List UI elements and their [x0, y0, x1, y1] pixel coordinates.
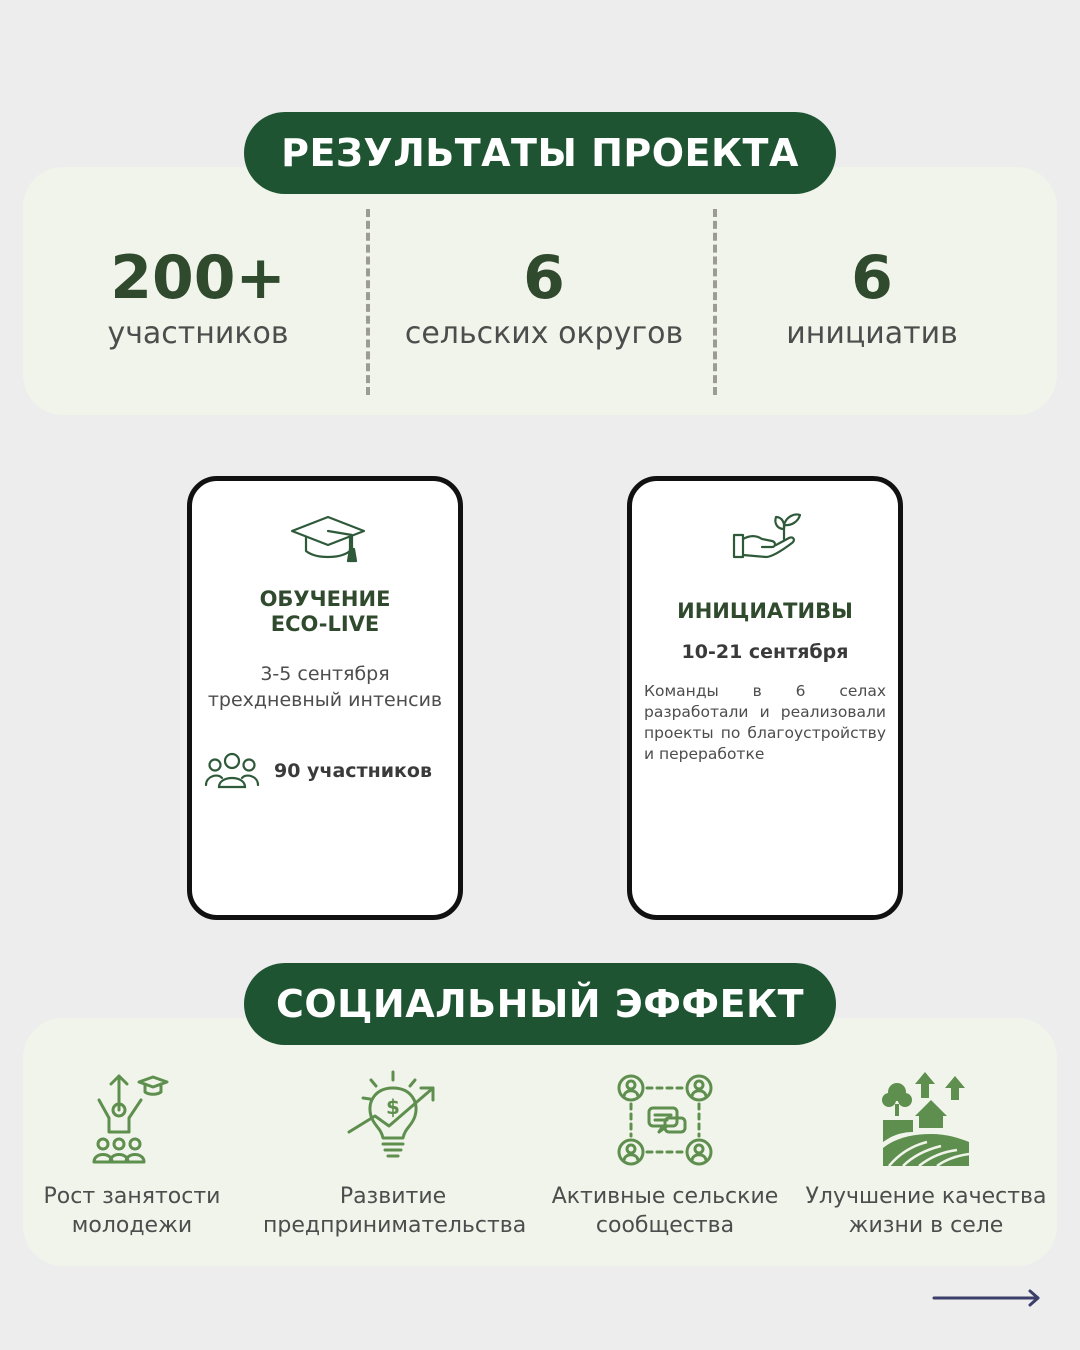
training-title-line: ОБУЧЕНИЕ: [259, 587, 391, 611]
effect-label: [535, 1182, 795, 1240]
training-participants: [204, 751, 432, 791]
effect-label-line: предпринимательства: [263, 1213, 527, 1238]
results-heading: РЕЗУЛЬТАТЫ ПРОЕКТА: [244, 112, 836, 194]
initiatives-card: [627, 476, 903, 920]
stat-initiatives: [762, 238, 982, 352]
effect-label-line: жизни в селе: [848, 1213, 1004, 1238]
stat-divider: [366, 209, 370, 395]
effect-label-line: сообщества: [595, 1213, 735, 1238]
effect-label-line: Рост занятости: [43, 1184, 221, 1209]
effect-label-line: Активные сельские: [551, 1184, 779, 1209]
participants-count: 90 участников: [274, 760, 432, 782]
effect-label-line: молодежи: [71, 1213, 193, 1238]
stat-participants: [88, 238, 308, 352]
training-info: [192, 661, 458, 713]
effect-active-communities: [535, 1070, 795, 1240]
stat-label: участников: [107, 316, 289, 351]
community-network-icon: [615, 1072, 715, 1168]
arrow-right-icon[interactable]: [932, 1288, 1044, 1308]
training-card: [187, 476, 463, 920]
effect-label-line: Развитие: [339, 1184, 447, 1209]
effect-label-line: Улучшение качества: [805, 1184, 1047, 1209]
training-format: трехдневный интенсив: [207, 689, 443, 711]
lightbulb-dollar-icon: [345, 1070, 441, 1170]
stat-number: 6: [851, 243, 893, 313]
stat-number: 200+: [110, 243, 286, 313]
effect-label: [2, 1182, 262, 1240]
stat-divider: [713, 209, 717, 395]
youth-growth-icon: [89, 1070, 175, 1170]
stat-rural-districts: [394, 238, 694, 352]
stat-label: сельских округов: [404, 316, 684, 351]
rural-growth-icon: [881, 1070, 971, 1170]
initiatives-description: Команды в 6 селах разработали и реализовали проекты по благоустройству и переработке: [644, 682, 886, 763]
stat-number: 6: [523, 243, 565, 313]
social-effect-heading: СОЦИАЛЬНЫЙ ЭФФЕКТ: [244, 963, 836, 1045]
graduation-cap-icon: [290, 513, 366, 565]
training-dates: 3-5 сентября: [260, 663, 390, 685]
initiatives-title: ИНИЦИАТИВЫ: [677, 599, 853, 623]
stat-label: инициатив: [786, 316, 958, 351]
hand-with-sprout-icon: [732, 511, 804, 563]
training-title-line: ECO-LIVE: [270, 612, 380, 636]
people-group-icon: [204, 751, 260, 791]
effect-label: [796, 1182, 1056, 1240]
training-title: [192, 587, 458, 637]
effect-label: [263, 1182, 527, 1240]
effect-rural-life-quality: [796, 1070, 1056, 1240]
initiatives-dates: 10-21 сентября: [681, 641, 849, 663]
effect-youth-employment: [2, 1070, 262, 1240]
effect-entrepreneurship: [263, 1070, 527, 1240]
svg-text:$: $: [386, 1095, 400, 1119]
